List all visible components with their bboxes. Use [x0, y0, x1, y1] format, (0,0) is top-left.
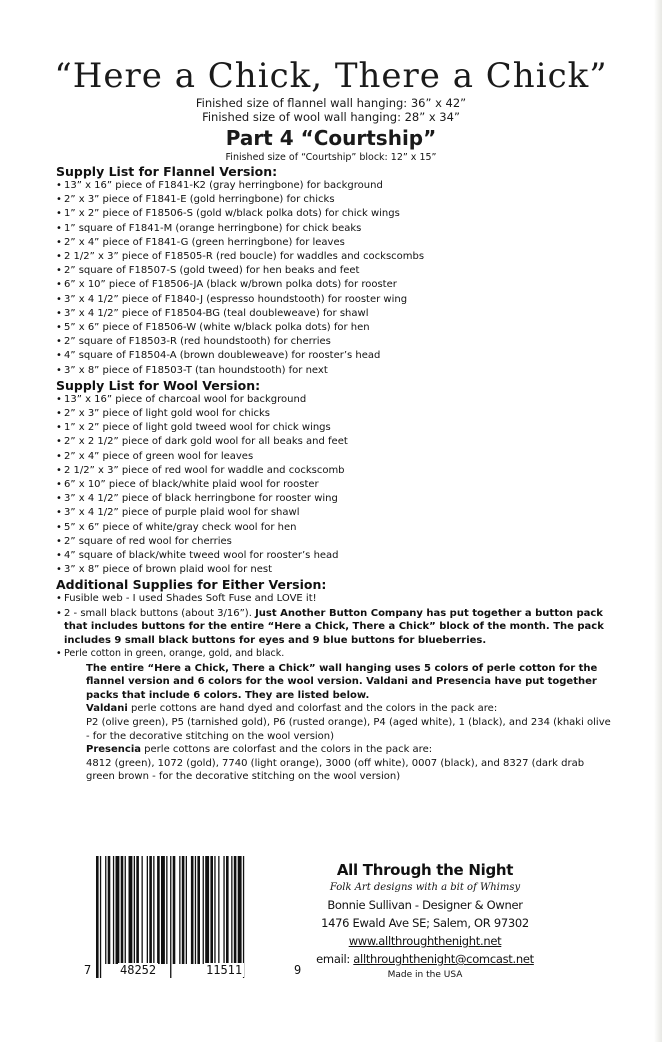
- fusible-web-item: Fusible web - I used Shades Soft Fuse and LOVE it!: [64, 593, 317, 605]
- wool-heading: Supply List for Wool Version:: [56, 377, 261, 393]
- list-item: • 6” x 10” piece of black/white plaid wool for rooster: [56, 478, 616, 492]
- barcode-digit-left: 48252: [120, 963, 157, 977]
- perle-cotton-item: Perle cotton in green, orange, gold, and black.: [64, 648, 285, 660]
- list-item: • 4” square of black/white tweed wool for rooster’s head: [56, 549, 616, 563]
- list-item: • 3” x 4 1/2” piece of black herringbone for rooster wing: [56, 492, 616, 506]
- email-label: email:: [316, 952, 354, 966]
- list-item: [56, 592, 616, 606]
- list-item: • 2” x 4” piece of F1841-G (green herringbone) for leaves: [56, 236, 616, 250]
- presencia-colors: 4812 (green), 1072 (gold), 7740 (light orange), 3000 (off white), 0007 (black), and 8327 (dark drab green brown - for the decorative stitching on the wool version): [86, 757, 585, 783]
- barcode-digits: [84, 963, 302, 981]
- perle-cotton-details: [56, 662, 616, 784]
- list-item: • 3” x 8” piece of brown plaid wool for nest: [56, 563, 616, 577]
- list-item: • 2” square of F18507-S (gold tweed) for hen beaks and feet: [56, 264, 616, 278]
- pattern-title: “Here a Chick, There a Chick”: [54, 56, 608, 96]
- list-item: • 3” x 4 1/2” piece of F18504-BG (teal doubleweave) for shawl: [56, 307, 616, 321]
- buttons-note: Just Another Button Company has put together a button pack that includes buttons for the entire “Here a Chick, There a Chick” block of the month. The pack includes 9 small black buttons for eyes and 9 blue buttons for blueberries.: [64, 607, 604, 646]
- list-item: • 3” x 8” piece of F18503-T (tan houndstooth) for next: [56, 364, 616, 378]
- part-title: Part 4 “Courtship”: [225, 126, 437, 150]
- list-item: • 1” x 2” piece of light gold tweed wool for chick wings: [56, 421, 616, 435]
- perle-cotton-note: The entire “Here a Chick, There a Chick” wall hanging uses 5 colors of perle cotton for the flannel version and 6 colors for the wool version. Valdani and Presencia have put together packs that include 6 colors. They are listed below.: [86, 662, 598, 701]
- list-item: • 1” square of F1841-M (orange herringbone) for chick beaks: [56, 222, 616, 236]
- valdani-colors: P2 (olive green), P5 (tarnished gold), P6 (rusted orange), P4 (aged white), 1 (black), and 234 (khaki olive - for the decorative stitching on the wool version): [86, 717, 611, 742]
- barcode-digit-system: 7: [84, 963, 92, 977]
- list-item: • 2 1/2” x 3” piece of F18505-R (red boucle) for waddles and cockscombs: [56, 250, 616, 264]
- made-in-usa: Made in the USA: [387, 970, 463, 980]
- list-item: • 2 1/2” x 3” piece of red wool for waddle and cockscomb: [56, 464, 616, 478]
- list-item: • 1” x 2” piece of F18506-S (gold w/black polka dots) for chick wings: [56, 207, 616, 221]
- company-email: allthroughthenight@comcast.net: [353, 952, 534, 966]
- barcode-digit-right: 11511: [206, 963, 243, 977]
- list-item: • 6” x 10” piece of F18506-JA (black w/brown polka dots) for rooster: [56, 278, 616, 292]
- list-item: • 3” x 4 1/2” piece of purple plaid wool for shawl: [56, 506, 616, 520]
- company-address: 1476 Ewald Ave SE; Salem, OR 97302: [321, 916, 529, 930]
- list-item: • 13” x 16” piece of charcoal wool for background: [56, 393, 616, 407]
- list-item: • 4” square of F18504-A (brown doubleweave) for rooster’s head: [56, 349, 616, 363]
- company-email-line: [300, 950, 550, 968]
- company-info: [300, 860, 550, 982]
- flannel-finished-size: Finished size of flannel wall hanging: 36” x 42”: [195, 96, 467, 110]
- wool-finished-size: Finished size of wool wall hanging: 28” x 34”: [202, 110, 460, 124]
- list-item: • 5” x 6” piece of F18506-W (white w/black polka dots) for hen: [56, 321, 616, 335]
- list-item: • 2” x 3” piece of F1841-E (gold herringbone) for chicks: [56, 193, 616, 207]
- list-item: • 2” x 3” piece of light gold wool for chicks: [56, 407, 616, 421]
- flannel-supply-list: [56, 179, 616, 378]
- company-website: www.allthroughthenight.net: [348, 934, 502, 948]
- presencia-text: perle cottons are colorfast and the colors in the pack are:: [141, 744, 433, 756]
- company-tagline: Folk Art designs with a bit of Whimsy: [329, 882, 521, 893]
- designer-line: Bonnie Sullivan - Designer & Owner: [327, 898, 523, 912]
- buttons-item: 2 - small black buttons (about 3/16”).: [64, 607, 256, 619]
- valdani-text: perle cottons are hand dyed and colorfast and the colors in the pack are:: [127, 703, 498, 715]
- presencia-label: Presencia: [86, 744, 141, 756]
- wool-supply-list: [56, 393, 616, 578]
- list-item: [56, 647, 616, 661]
- company-name: All Through the Night: [336, 861, 514, 879]
- block-finished-size: Finished size of “Courtship” block: 12” x 15”: [225, 152, 437, 163]
- supply-lists: [56, 164, 616, 784]
- flannel-heading: Supply List for Flannel Version:: [56, 164, 278, 179]
- list-item: [56, 607, 616, 648]
- list-item: • 2” square of F18503-R (red houndstooth) for cherries: [56, 335, 616, 349]
- valdani-label: Valdani: [86, 703, 128, 715]
- list-item: • 2” x 2 1/2” piece of dark gold wool for all beaks and feet: [56, 435, 616, 449]
- barcode-digit-check: 9: [294, 963, 302, 977]
- list-item: • 5” x 6” piece of white/gray check wool for hen: [56, 521, 616, 535]
- barcode-graphic: [94, 856, 290, 978]
- list-item: • 13” x 16” piece of F1841-K2 (gray herringbone) for background: [56, 179, 616, 193]
- list-item: • 2” square of red wool for cherries: [56, 535, 616, 549]
- additional-supply-list: [56, 592, 616, 661]
- list-item: • 2” x 4” piece of green wool for leaves: [56, 450, 616, 464]
- additional-heading: Additional Supplies for Either Version:: [56, 577, 327, 593]
- list-item: • 3” x 4 1/2” piece of F1840-J (espresso houndstooth) for rooster wing: [56, 293, 616, 307]
- barcode: [94, 856, 290, 978]
